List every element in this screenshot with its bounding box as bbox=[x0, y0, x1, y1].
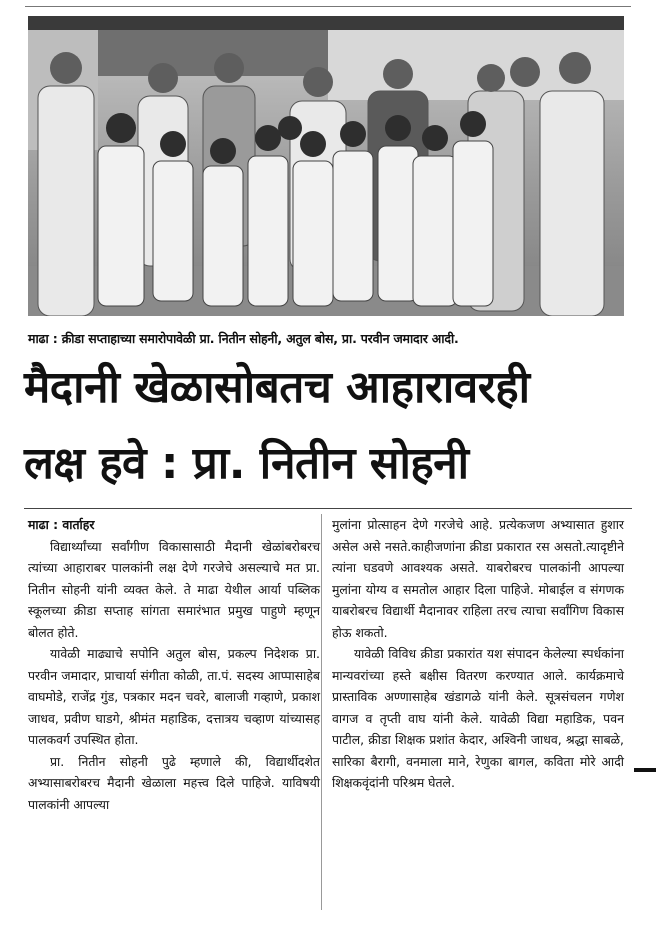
group-photo bbox=[28, 16, 624, 316]
margin-mark bbox=[634, 768, 656, 772]
article-column-right bbox=[332, 514, 624, 794]
column-divider bbox=[321, 514, 322, 910]
article-paragraph: मुलांना प्रोत्साहन देणे गरजेचे आहे. प्रत्येकजण अभ्यासात हुशार असेल असे नसते.काहीजणांना क्रीडा प्रकारात रस असतो.त्यादृष्टीने त्यांना घडवणे आवश्यक असते. याबरोबरच पालकांनी आपल्या मुलांना योग्य व समतोल आहार दिला पाहिजे. मोबाईल व संगणक याबरोबरच विद्यार्थी मैदानावर राहिला तरच त्याचा सर्वांगिण विकास होऊ शकतो. bbox=[332, 517, 624, 640]
photo-caption: माढा : क्रीडा सप्ताहाच्या समारोपावेळी प्रा. नितीन सोहनी, अतुल बोस, प्रा. परवीन जमादार आदी. bbox=[28, 331, 459, 346]
article-column-left bbox=[28, 514, 320, 815]
article-paragraph: विद्यार्थ्यांच्या सर्वांगीण विकासासाठी मैदानी खेळांबरोबरच त्यांच्या आहाराबर पालकांनी लक्ष देणे गरजेचे असल्याचे मत प्रा. नितीन सोहनी यांनी व्यक्त केले. ते माढा येथील आर्या पब्लिक स्कूलच्या क्रीडा सप्ताह सांगता समारंभात प्रमुख पाहुणे म्हणून बोलत होते. bbox=[28, 538, 320, 640]
group-photo-icon bbox=[28, 16, 624, 316]
headline-line-2: लक्ष हवे : प्रा. नितीन सोहनी bbox=[24, 438, 469, 489]
headline-rule bbox=[24, 508, 632, 509]
dateline: माढा : वार्ताहर bbox=[28, 517, 95, 532]
article-paragraph: यावेळी माढ्याचे सपोनि अतुल बोस, प्रकल्प निदेशक प्रा. परवीन जमादार, प्राचार्या संगीता कोळी, ता.पं. सदस्य आप्पासाहेब वाघमोडे, राजेंद्र गुंड, पत्रकार मदन चवरे, बालाजी गव्हाणे, प्रकाश जाधव, प्रवीण घाडगे, श्रीमंत महाडिक, दत्तात्रय चव्हाण यांच्यासह पालकवर्ग उपस्थित होता. bbox=[28, 646, 320, 747]
top-rule bbox=[25, 6, 631, 7]
headline-line-1: मैदानी खेळासोबतच आहारावरही bbox=[24, 362, 530, 413]
article-paragraph: यावेळी विविध क्रीडा प्रकारांत यश संपादन केलेल्या स्पर्धकांना मान्यवरांच्या हस्ते बक्षीस वितरण करण्यात आले. कार्यक्रमाचे प्रास्ताविक अण्णासाहेब खंडागळे यांनी केले. सूत्रसंचलन गणेश वागज व तृप्ती वाघ यांनी केले. यावेळी विद्या महाडिक, पवन पाटील, क्रीडा शिक्षक प्रशांत केदार, अश्विनी जाधव, श्रद्धा साबळे, सारिका बैरागी, वनमाला माने, रेणुका बागल, कविता मोरे आदी शिक्षकवृंदांनी परिश्रम घेतले. bbox=[332, 646, 624, 790]
article-paragraph: प्रा. नितीन सोहनी पुढे म्हणाले की, विद्यार्थीदशेत अभ्यासाबरोबरच मैदानी खेळाला महत्त्व दिले पाहिजे. याविषयी पालकांनी आपल्या bbox=[28, 753, 320, 812]
